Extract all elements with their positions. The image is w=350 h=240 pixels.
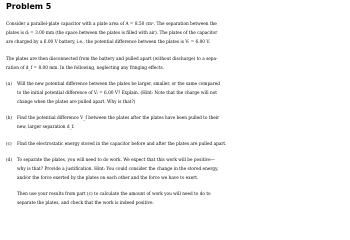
part-a-label: (a) xyxy=(6,82,12,87)
part-d-label: (d) xyxy=(6,158,13,163)
part-c-line: Find the electrostatic energy stored in the capacitor before and after the plates are pulled apart. xyxy=(17,142,227,147)
part-b-line: new, larger separation d_f. xyxy=(17,125,75,130)
setup-line: The plates are then disconnected from the battery and pulled apart (without discharge) to a sepa- xyxy=(6,57,218,62)
part-c-label: (c) xyxy=(6,142,12,147)
problem-title: Problem 5 xyxy=(6,2,52,11)
intro-line: are charged by a 6.00 V battery, i.e., the potential difference between the plates is Vᵢ = 6.00 V. xyxy=(6,40,211,45)
part-a-line: Will the new potential difference between the plates be larger, smaller, or the same compared xyxy=(17,82,220,87)
part-d-line: why is that? Provide a justification. Hint: You could consider the change in the stored energy, xyxy=(17,167,219,172)
part-d-line: and/or the force exerted by the plates on each other and the force we have to exert. xyxy=(17,176,199,181)
part-a-line: change when the plates are pulled apart. Why is that?) xyxy=(17,100,136,105)
part-b-label: (b) xyxy=(6,116,13,121)
part-d-line: To separate the plates, you will need to do work. We expect that this work will be positive— xyxy=(17,158,215,163)
intro-line: Consider a parallel-plate capacitor with a plate area of A = 8.50 cm². The separation between the xyxy=(6,22,217,27)
intro-line: plates is dᵢ = 3.00 mm (the space between the plates is filled with air). The plates of the capacitor xyxy=(6,31,218,36)
part-a-line: to the initial potential difference of Vᵢ = 6.00 V? Explain. (Hint: Note that the charge will not xyxy=(17,91,217,96)
part-b-line: Find the potential difference V_f between the plates after the plates have been pulled to their xyxy=(17,116,220,121)
setup-line: ration of d_f = 8.00 mm. In the following, neglecting any fringing effects. xyxy=(6,66,165,71)
part-d-line: separate the plates, and check that the work is indeed positive. xyxy=(17,201,154,206)
part-d-line: Then use your results from part (c) to calculate the amount of work you will need to do to xyxy=(17,192,211,197)
